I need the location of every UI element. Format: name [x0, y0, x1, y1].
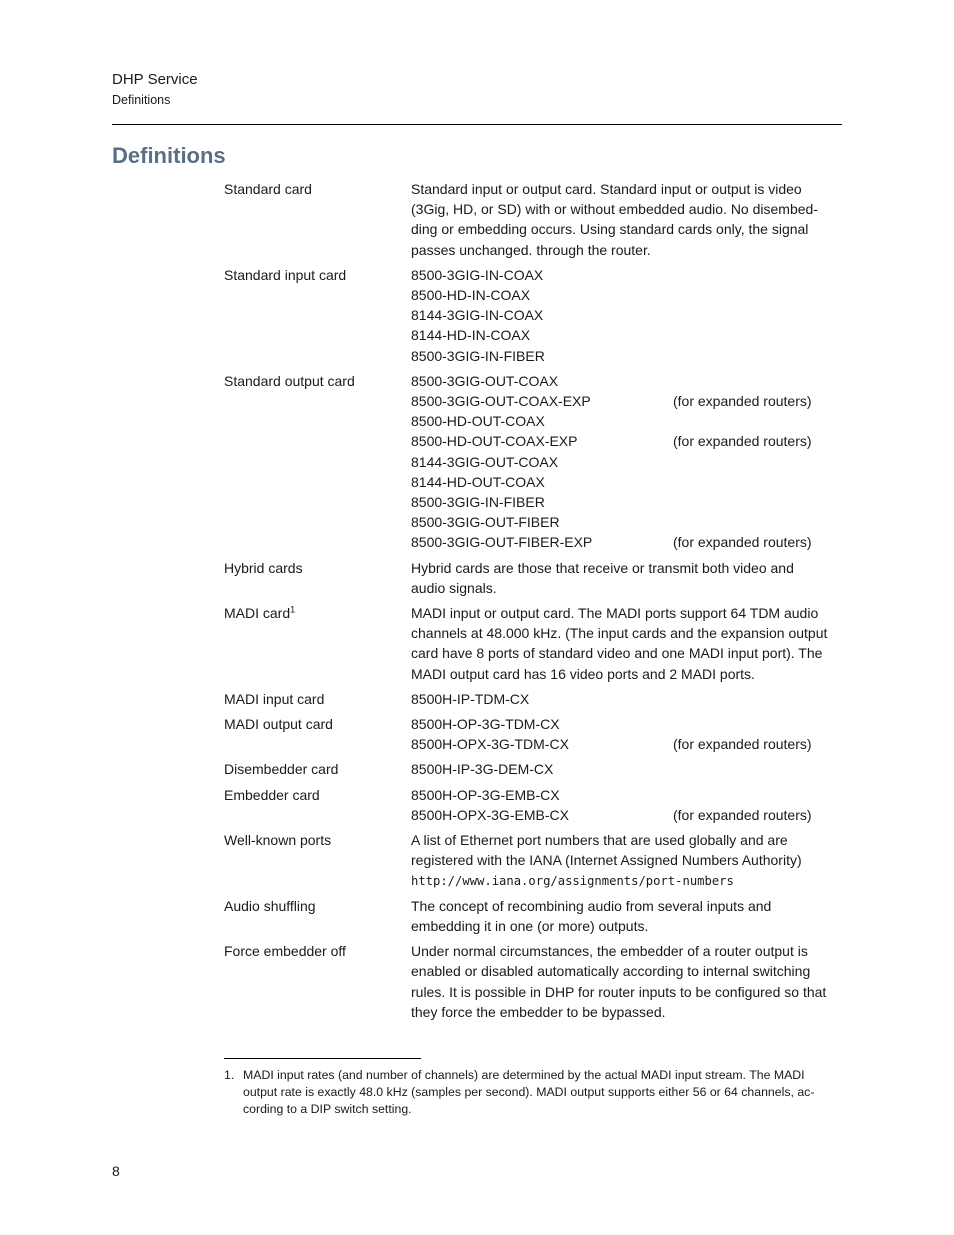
description-line: passes unchanged. through the router.	[411, 241, 651, 258]
part-number: 8144-3GIG-OUT-COAX	[411, 453, 559, 470]
footnote-number: 1.	[224, 1068, 235, 1082]
part-number: 8500-3GIG-OUT-FIBER	[411, 514, 560, 531]
definition-description	[411, 830, 844, 891]
part-note: (for expanded routers)	[673, 534, 812, 551]
definition-row	[224, 759, 844, 779]
part-number: 8500H-IP-TDM-CX	[411, 690, 530, 707]
description-line: A list of Ethernet port numbers that are used globally and are	[411, 832, 788, 849]
part-number-row	[411, 431, 844, 451]
definition-term	[224, 603, 411, 684]
definition-term	[224, 896, 411, 936]
definition-description	[411, 603, 844, 684]
description-line: (3Gig, HD, or SD) with or without embedded audio. No disembed-	[411, 201, 818, 218]
definition-description	[411, 785, 844, 825]
definition-term	[224, 371, 411, 553]
part-number: 8144-HD-OUT-COAX	[411, 473, 545, 490]
page-heading: Definitions	[112, 143, 226, 168]
term-label: Disembedder card	[224, 761, 339, 778]
definition-term	[224, 558, 411, 598]
definition-row	[224, 371, 844, 553]
part-number: 8500H-OPX-3G-TDM-CX	[411, 736, 569, 753]
description-line: embedding it in one (or more) outputs.	[411, 917, 649, 934]
header-divider	[112, 124, 842, 125]
part-number: 8500-3GIG-OUT-FIBER-EXP	[411, 534, 593, 551]
definition-description	[411, 371, 844, 553]
term-label: MADI card	[224, 605, 291, 622]
part-number-row	[411, 265, 844, 285]
definition-description	[411, 759, 844, 779]
definition-description	[411, 714, 844, 754]
part-number-row	[411, 689, 844, 709]
description-line: ding or embedding occurs. Using standard cards only, the signal	[411, 221, 809, 238]
part-note: (for expanded routers)	[673, 433, 812, 450]
definition-row	[224, 785, 844, 825]
description-line: channels at 48.000 kHz. (The input cards and the expansion output	[411, 625, 828, 642]
part-number-row	[411, 371, 844, 391]
part-number-row	[411, 325, 844, 345]
definition-term	[224, 941, 411, 1022]
term-label: Embedder card	[224, 786, 320, 803]
description-line: MADI output card has 16 video ports and 2 MADI ports.	[411, 665, 755, 682]
running-header-subtitle: Definitions	[112, 93, 171, 107]
description-line: MADI input or output card. The MADI ports support 64 TDM audio	[411, 605, 819, 622]
description-line: Hybrid cards are those that receive or transmit both video and	[411, 559, 794, 576]
definition-term	[224, 265, 411, 366]
term-label: Standard card	[224, 181, 312, 197]
footnote-text	[243, 1067, 814, 1118]
definition-term	[224, 179, 411, 260]
description-line: The concept of recombining audio from several inputs and	[411, 897, 772, 914]
part-number-row	[411, 532, 844, 552]
definition-term	[224, 785, 411, 825]
running-header-title: DHP Service	[112, 71, 198, 88]
description-line: audio signals.	[411, 579, 497, 596]
term-label: Well-known ports	[224, 832, 332, 849]
part-number-row	[411, 759, 844, 779]
definition-row	[224, 179, 844, 260]
part-number: 8500-HD-OUT-COAX-EXP	[411, 433, 578, 450]
part-number: 8500-HD-IN-COAX	[411, 287, 531, 304]
term-label: Standard input card	[224, 266, 347, 283]
part-number-row	[411, 512, 844, 532]
part-number: 8500-3GIG-OUT-COAX-EXP	[411, 393, 591, 410]
part-number-row	[411, 346, 844, 366]
part-number: 8500H-OPX-3G-EMB-CX	[411, 806, 569, 823]
description-line: rules. It is possible in DHP for router inputs to be configured so that	[411, 983, 827, 1000]
part-number-row	[411, 492, 844, 512]
part-number: 8144-HD-IN-COAX	[411, 327, 531, 344]
part-number: 8500-3GIG-IN-COAX	[411, 266, 544, 283]
part-number: 8500-3GIG-IN-FIBER	[411, 494, 545, 511]
definition-description	[411, 941, 844, 1022]
part-number-row	[411, 285, 844, 305]
page-number: 8	[112, 1163, 120, 1179]
part-note: (for expanded routers)	[673, 393, 812, 410]
part-number: 8500H-OP-3G-EMB-CX	[411, 786, 560, 803]
footnote-line: output rate is exactly 48.0 kHz (samples per second). MADI output supports either 56 or 64 channels, ac-	[243, 1085, 815, 1099]
part-number-row	[411, 785, 844, 805]
definition-term	[224, 759, 411, 779]
definition-row	[224, 896, 844, 936]
definition-row	[224, 714, 844, 754]
definition-term	[224, 714, 411, 754]
definition-term	[224, 830, 411, 891]
part-number: 8144-3GIG-IN-COAX	[411, 307, 544, 324]
term-label: MADI output card	[224, 716, 333, 733]
definition-term	[224, 689, 411, 709]
part-number: 8500H-IP-3G-DEM-CX	[411, 761, 554, 778]
description-line: Standard input or output card. Standard input or output is video	[411, 181, 802, 197]
part-number: 8500-HD-OUT-COAX	[411, 413, 545, 430]
definition-row	[224, 689, 844, 709]
term-label: Force embedder off	[224, 943, 346, 960]
term-label: Standard output card	[224, 372, 355, 389]
part-number-row	[411, 411, 844, 431]
description-line: Under normal circumstances, the embedder of a router output is	[411, 943, 808, 960]
description-line: they force the embedder to be bypassed.	[411, 1003, 666, 1020]
part-note: (for expanded routers)	[673, 806, 812, 823]
definitions-list	[224, 179, 844, 1027]
definition-description	[411, 265, 844, 366]
part-number: 8500-3GIG-IN-FIBER	[411, 347, 545, 364]
definition-row	[224, 558, 844, 598]
footnote	[224, 1067, 844, 1118]
part-number: 8500-3GIG-OUT-COAX	[411, 372, 559, 389]
definition-row	[224, 830, 844, 891]
description-line: registered with the IANA (Internet Assigned Numbers Authority)	[411, 852, 802, 869]
definition-row	[224, 941, 844, 1022]
term-label: Hybrid cards	[224, 559, 303, 576]
definition-description	[411, 896, 844, 936]
part-number-row	[411, 734, 844, 754]
part-number-row	[411, 391, 844, 411]
part-number-row	[411, 472, 844, 492]
description-line: card have 8 ports of standard video and one MADI input port). The	[411, 645, 823, 662]
part-number-row	[411, 714, 844, 734]
part-number-row	[411, 805, 844, 825]
part-number-row	[411, 452, 844, 472]
definition-row	[224, 603, 844, 684]
footnote-reference: 1	[290, 604, 296, 615]
part-number-row	[411, 305, 844, 325]
definition-description	[411, 689, 844, 709]
term-label: MADI input card	[224, 690, 325, 707]
url-text: http://www.iana.org/assignments/port-numbers	[411, 873, 734, 888]
definition-description	[411, 558, 844, 598]
term-label: Audio shuffling	[224, 897, 316, 914]
footnote-line: MADI input rates (and number of channels) are determined by the actual MADI input stream. The MADI	[243, 1068, 805, 1082]
definition-row	[224, 265, 844, 366]
footnote-line: cording to a DIP switch setting.	[243, 1102, 412, 1116]
part-number: 8500H-OP-3G-TDM-CX	[411, 716, 560, 733]
part-note: (for expanded routers)	[673, 736, 812, 753]
definition-description	[411, 179, 844, 260]
footnote-divider	[224, 1058, 421, 1059]
description-line: enabled or disabled automatically according to internal switching	[411, 963, 811, 980]
